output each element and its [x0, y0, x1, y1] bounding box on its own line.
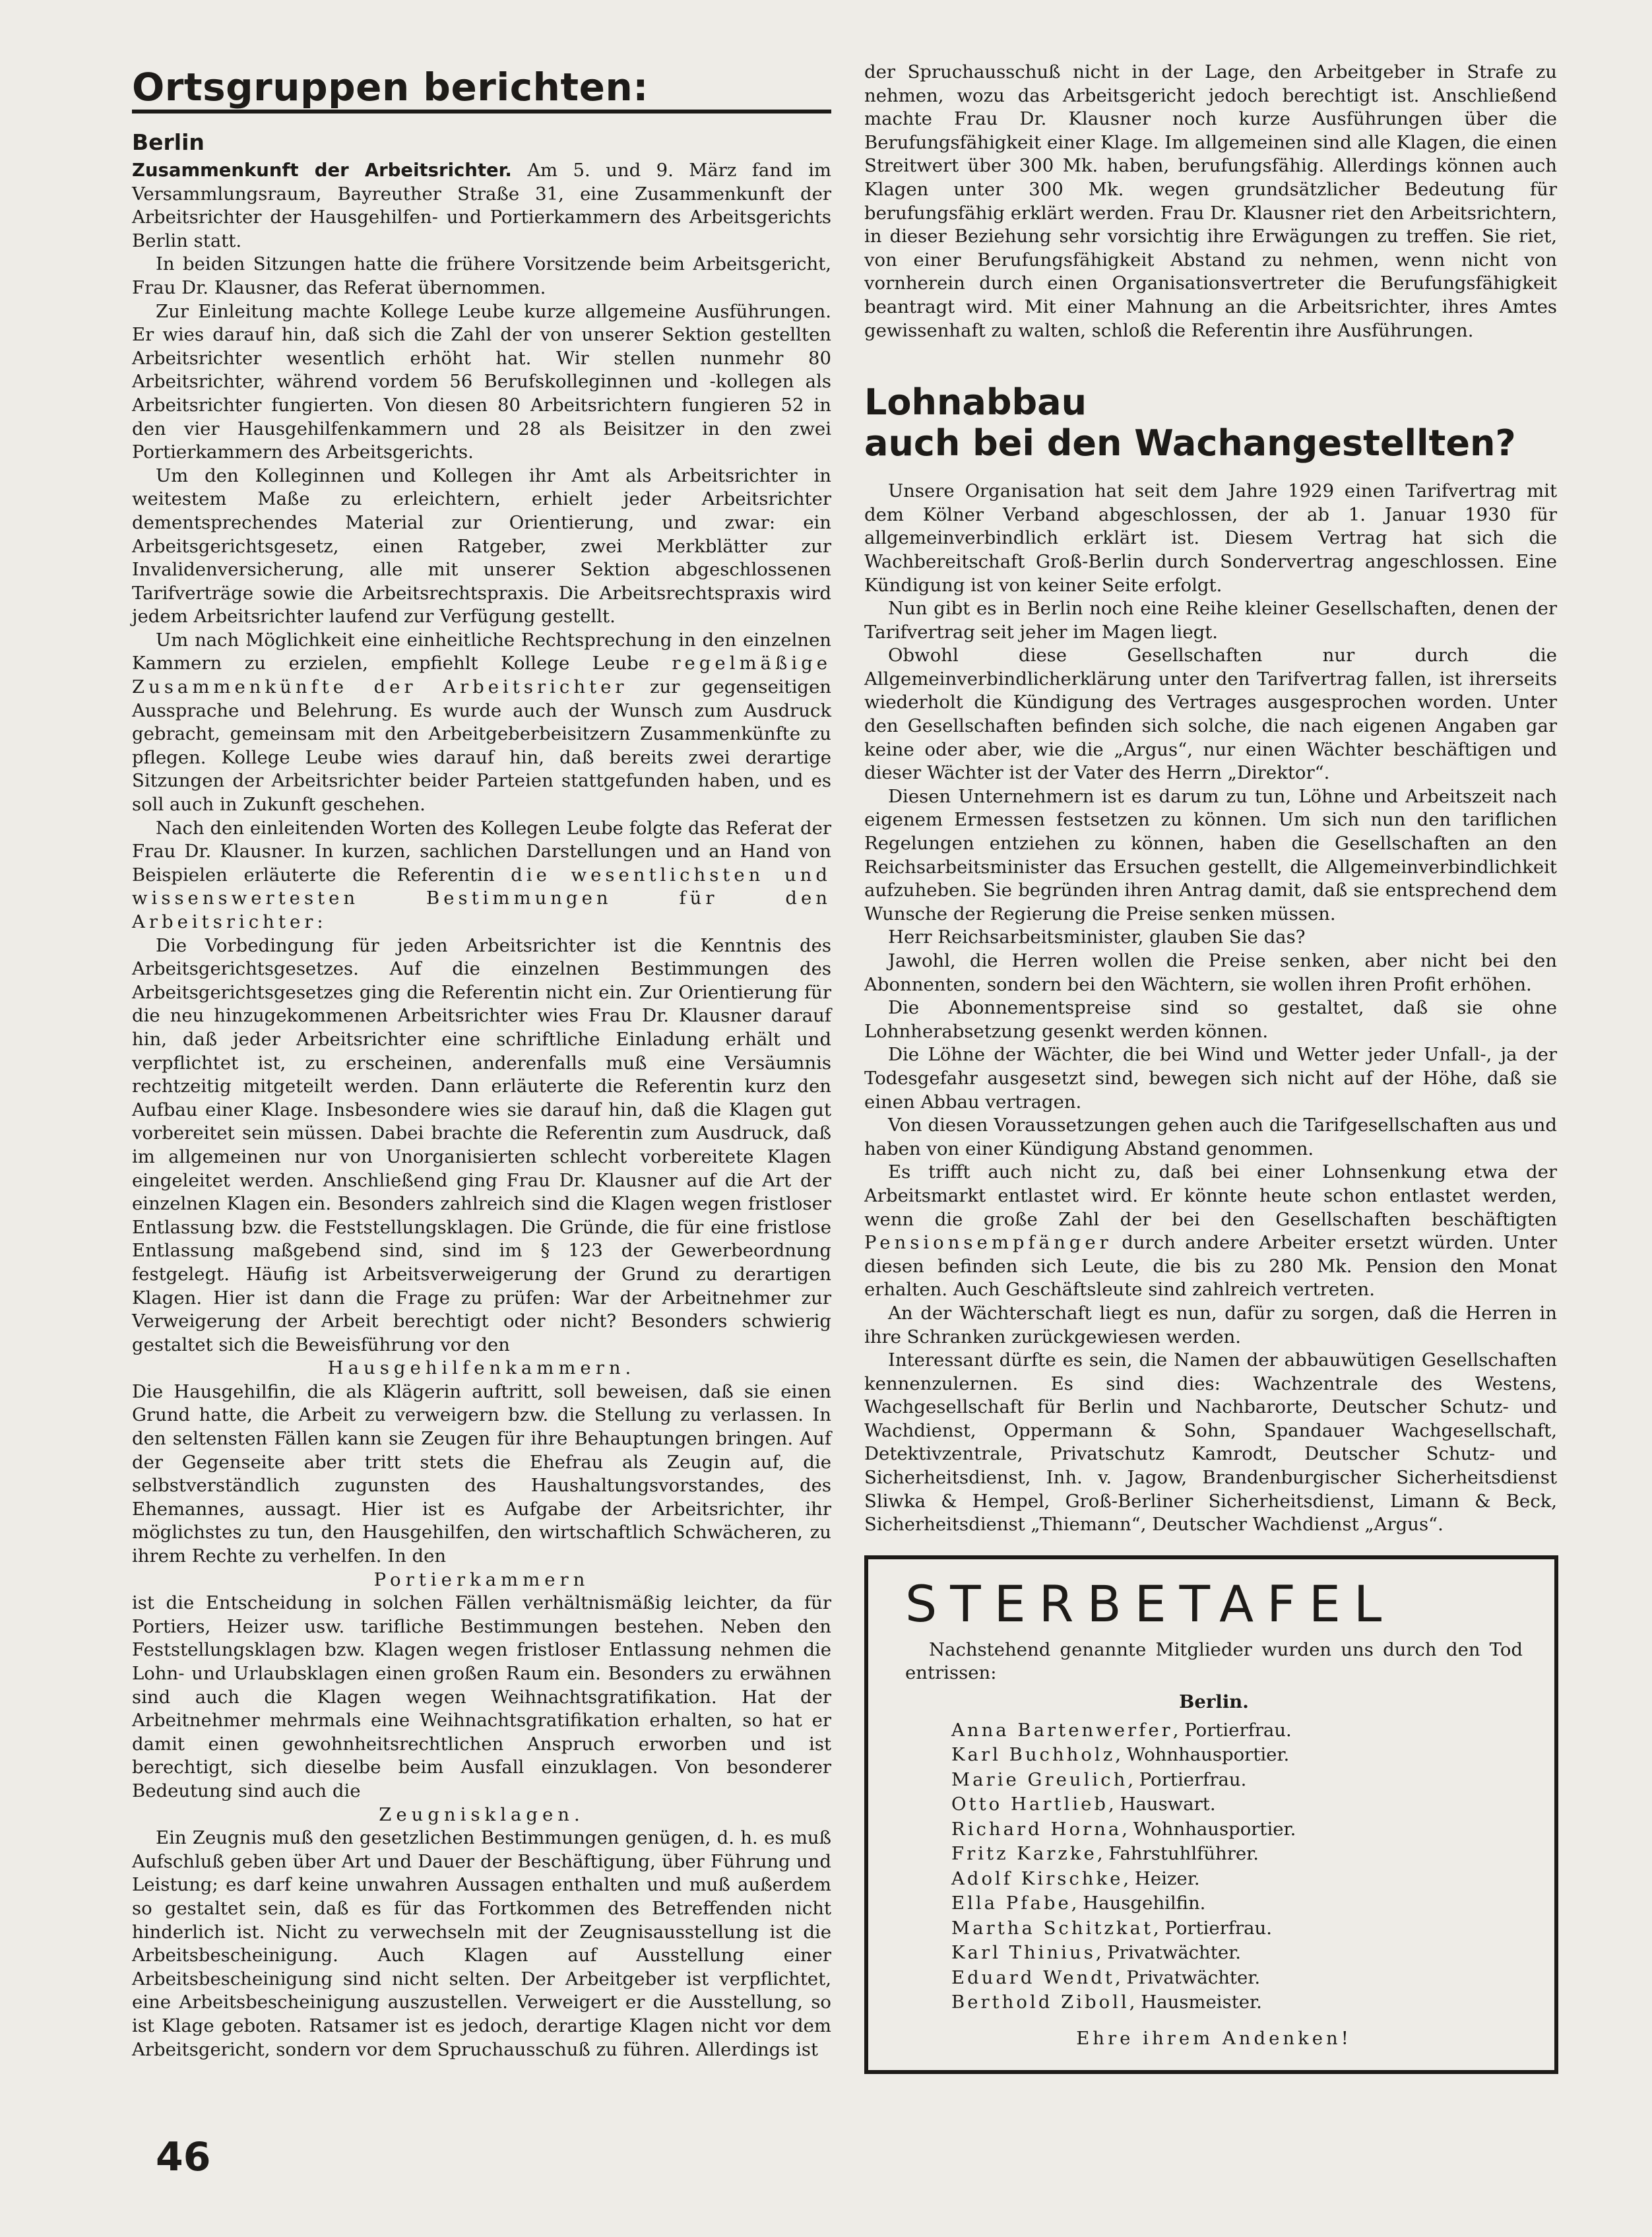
member-role: , Wohnhausportier. — [1122, 1818, 1296, 1840]
paragraph-text: Um nach Möglichkeit eine einheitliche Rechtsprechung in den einzelnen Kammern zu erzielen, empfiehlt Kollege Leube — [132, 629, 831, 674]
member-role: , Hausgehilfin. — [1071, 1893, 1206, 1914]
member-role: , Privatwächter. — [1095, 1942, 1241, 1964]
paragraph-text: Nach den einleitenden Worten des Kollegen Leube folgte das Referat der Frau Dr. Klausner. In kurzen, sachlichen Darstellungen und an Hand von Beispielen erläuterte die Referentin — [132, 817, 831, 886]
obituary-title: STERBETAFEL — [905, 1574, 1395, 1633]
member-role: , Wohnhausportier. — [1115, 1744, 1290, 1766]
emphasis-text: die wesentlichsten und wissenswertesten Bestimmungen für den Arbeitsrichter: — [132, 864, 831, 932]
member-name: Fritz Karzke — [951, 1843, 1097, 1865]
member-role: , Hausmeister. — [1129, 1992, 1262, 2013]
obituary-list — [905, 1718, 1523, 2015]
list-item — [951, 1718, 1523, 1743]
obituary-city: Berlin. — [1179, 1691, 1249, 1713]
paragraph — [864, 1161, 1557, 1302]
emphasis-text: regelmäßige Zusammenkünfte der Arbeitsrichter — [132, 653, 831, 698]
paragraph: Von diesen Voraussetzungen gehen auch die Tarifgesellschaften aus und haben von einer Kündigung Abstand genommen. — [864, 1115, 1557, 1159]
paragraph: Die Löhne der Wächter, die bei Wind und Wetter jeder Unfall-, ja der Todesgefahr ausgesetzt sind, bewegen sich nicht auf der Höhe, daß sie einen Abbau vertragen. — [864, 1044, 1557, 1113]
member-name: Otto Hartlieb — [951, 1794, 1108, 1815]
subsection-heading: Portierkammern — [373, 1569, 590, 1590]
paragraph: Ein Zeugnis muß den gesetzlichen Bestimmungen genügen, d. h. es muß Aufschluß geben über Art und Dauer der Beschäftigung, über Führung und Leistung; es darf keine unwahren Aussagen enthalten und muß außerdem so gestaltet sein, daß es für das Fortkommen des Betreffenden nicht hinderlich ist. Nicht zu verwechseln mit der Zeugnisausstellung ist die Arbeitsbescheinigung. Auch Klagen auf Ausstellung einer Arbeitsbescheinigung sind nicht selten. Der Arbeitgeber ist verpflichtet, eine Arbeitsbescheinigung auszustellen. Verweigert er die Ausstellung, so ist Klage geboten. Ratsamer ist es jedoch, derartige Klagen nicht vor dem Arbeitsgericht, sondern vor dem Spruchausschuß zu führen. Allerdings ist — [132, 1827, 831, 2060]
member-role: , Portierfrau. — [1153, 1917, 1273, 1939]
paragraph-text: durch andere Arbeiter ersetzt würden. Unter diesen befinden sich Leute, die bis zu 280 Mk. Pension den Monat erhalten. Auch Geschäftsleute sind zahlreich vertreten. — [864, 1232, 1557, 1301]
obituary-intro: Nachstehend genannte Mitglieder wurden uns durch den Tod entrissen: — [905, 1638, 1523, 1684]
paragraph: An der Wächterschaft liegt es nun, dafür zu sorgen, daß die Herren in ihre Schranken zurückgewiesen werden. — [864, 1302, 1557, 1347]
paragraph: Die Hausgehilfin, die als Klägerin auftritt, soll beweisen, daß sie einen Grund hatte, die Arbeit zu verweigern bzw. die Stellung zu verlassen. In den seltensten Fällen kann sie Zeugen für ihre Behauptungen bringen. Auf der Gegenseite aber tritt stets die Ehefrau als Zeugin auf, die selbstverständlich zugunsten des Haushaltungsvorstandes, des Ehemannes, aussagt. Hier ist es Aufgabe der Arbeitsrichter, ihr möglichstes zu tun, den Hausgehilfen, den wirtschaftlich Schwächeren, zu ihrem Rechte zu verhelfen. In den — [132, 1380, 831, 1567]
article-title-line: Lohnabbau — [864, 381, 1087, 424]
member-role: , Heizer. — [1123, 1867, 1200, 1889]
list-item — [951, 1966, 1523, 1991]
list-item — [951, 1743, 1523, 1768]
paragraph: Interessant dürfte es sein, die Namen der abbauwütigen Gesellschaften kennenzulernen. Es sind dies: Wachzentrale des Westens, Wachgesellschaft für Berlin und Nachbarorte, Deutscher Schutz- und Wachdienst, Oppermann & Sohn, Spandauer Wachgesellschaft, Detektivzentrale, Privatschutz Kamrodt, Deutscher Schutz- und Sicherheitsdienst, Inh. v. Jagow, Brandenburgischer Sicherheitsdienst Sliwka & Hempel, Groß-Berliner Sicherheitsdienst, Limann & Beck, Sicherheitsdienst „Thiemann“, Deutscher Wachdienst „Argus“. — [864, 1349, 1557, 1536]
left-column — [132, 66, 831, 2061]
lead-title: Zusammenkunft der Arbeitsrichter. — [132, 160, 512, 181]
paragraph: Zur Einleitung machte Kollege Leube kurze allgemeine Ausführungen. Er wies darauf hin, daß sich die Zahl der von unserer Sektion gestellten Arbeitsrichter wesentlich erhöht hat. Wir stellen nunmehr 80 Arbeitsrichter, während vordem 56 Berufskolleginnen und -kollegen als Arbeitsrichter fungierten. Von diesen 80 Arbeitsrichtern fungieren 52 in den vier Hausgehilfenkammern und 28 als Beisitzer in den zwei Portierkammern des Arbeitsgerichts. — [132, 300, 831, 463]
list-item — [951, 1990, 1523, 2015]
paragraph: Obwohl diese Gesellschaften nur durch die Allgemeinverbindlicherklärung unter den Tarifvertrag fallen, ist ihrerseits wiederholt die Kündigung des Vertrages ausgesprochen worden. Unter den Gesellschaften befinden sich solche, die nach eigenen Angaben gar keine oder aber, wie die „Argus“, nur einen Wächter beschäftigen und dieser Wächter ist der Vater des Herrn „Direktor“. — [864, 645, 1557, 784]
article-title — [864, 382, 1557, 464]
member-name: Martha Schitzkat — [951, 1917, 1153, 1939]
paragraph: Diesen Unternehmern ist es darum zu tun, Löhne und Arbeitszeit nach eigenem Ermessen festsetzen zu können. Um sich nun den tariflichen Regelungen entziehen zu können, haben die Gesellschaften an den Reichsarbeitsminister das Ersuchen gestellt, die Allgemeinverbindlichkeit aufzuheben. Sie begründen ihren Antrag damit, daß sie entsprechend dem Wunsche der Regierung die Preise senken müssen. — [864, 785, 1557, 924]
paragraph: ist die Entscheidung in solchen Fällen verhältnismäßig leichter, da für Portiers, Heizer usw. tarifliche Bestimmungen bestehen. Neben den Feststellungsklagen bzw. Klagen wegen fristloser Entlassung nehmen die Lohn- und Urlaubsklagen einen großen Raum ein. Besonders zu erwähnen sind auch die Klagen wegen Weihnachtsgratifikation. Hat der Arbeitnehmer mehrmals eine Weihnachtsgratifikation erhalten, so hat er damit einen gewohnheitsrechtlichen Anspruch erworben und ist berechtigt, sich dieselbe beim Ausfall einzuklagen. Von besonderer Bedeutung sind auch die — [132, 1592, 831, 1801]
obituary-box — [864, 1555, 1558, 2074]
paragraph: Die Abonnementspreise sind so gestaltet, daß sie ohne Lohnherabsetzung gesenkt werden können. — [864, 997, 1557, 1042]
paragraph: der Spruchausschuß nicht in der Lage, den Arbeitgeber in Strafe zu nehmen, wozu das Arbeitsgericht jedoch berechtigt ist. Anschließend machte Frau Dr. Klausner noch kurze Ausführungen über die Berufungsfähigkeit einer Klage. Im allgemeinen sind alle Klagen, die einen Streitwert über 300 Mk. haben, berufungsfähig. Allerdings können auch Klagen unter 300 Mk. wegen grundsätzlicher Bedeutung für berufungsfähig erklärt werden. Frau Dr. Klausner riet den Arbeitsrichtern, in dieser Beziehung sehr vorsichtig ihre Erwägungen zu treffen. Sie riet, von einer Berufungsfähigkeit Abstand zu nehmen, wenn nicht von vornherein durch einen Organisationsvertreter die Berufungsfähigkeit beantragt wird. Mit einer Mahnung an die Arbeitsrichter, ihres Amtes gewissenhaft zu walten, schloß die Referentin ihre Ausführungen. — [864, 61, 1557, 341]
member-name: Richard Horna — [951, 1818, 1122, 1840]
member-name: Ella Pfabe — [951, 1893, 1071, 1914]
emphasis-text: Pensionsempfänger — [864, 1232, 1112, 1254]
subsection-heading: Zeugnisklagen. — [379, 1803, 585, 1825]
list-item — [951, 1891, 1523, 1916]
paragraph — [132, 629, 831, 817]
paragraph: In beiden Sitzungen hatte die frühere Vorsitzende beim Arbeitsgericht, Frau Dr. Klausner, das Referat übernommen. — [132, 253, 831, 298]
member-name: Adolf Kirschke — [951, 1867, 1124, 1889]
member-name: Anna Bartenwerfer — [951, 1719, 1173, 1741]
paragraph-text: Es trifft auch nicht zu, daß bei einer Lohnsenkung etwa der Arbeitsmarkt entlastet wird. Er könnte heute schon entlastet werden, wenn die große Zahl der bei den Gesellschaften beschäftigten — [864, 1161, 1557, 1230]
city-heading: Berlin — [132, 129, 205, 155]
list-item — [951, 1817, 1523, 1842]
paragraph-text: Am 5. und 9. März fand im Versammlungsraum, Bayreuther Straße 31, eine Zusammenkunft der Arbeitsrichter der Hausgehilfen- und Portierkammern des Arbeitsgerichts Berlin statt. — [132, 160, 831, 251]
member-role: , Portierfrau. — [1128, 1768, 1247, 1790]
paragraph: Herr Reichsarbeitsminister, glauben Sie das? — [888, 926, 1306, 948]
paragraph: Nun gibt es in Berlin noch eine Reihe kleiner Gesellschaften, denen der Tarifvertrag seit jeher im Magen liegt. — [864, 598, 1557, 643]
member-role: , Privatwächter. — [1114, 1966, 1261, 1988]
list-item — [951, 1867, 1523, 1892]
subsection-heading: Hausgehilfenkammern. — [327, 1357, 636, 1379]
section-title: Ortsgruppen berichten: — [132, 65, 649, 110]
member-name: Berthold Ziboll — [951, 1992, 1129, 2013]
member-name: Marie Greulich — [951, 1768, 1128, 1790]
list-item — [951, 1916, 1523, 1941]
paragraph — [132, 817, 831, 934]
paragraph: Die Vorbedingung für jeden Arbeitsrichter ist die Kenntnis des Arbeitsgerichtsgesetzes. Auf die einzelnen Bestimmungen des Arbeitsgerichtsgesetzes ging die Referentin nicht ein. Zur Orientierung für die neu hinzugekommenen Arbeitsrichter wies Frau Dr. Klausner darauf hin, daß jeder Arbeitsrichter eine schriftliche Einladung erhält und verpflichtet ist, zu erscheinen, anderenfalls muß eine Versäumnis rechtzeitig mitgeteilt werden. Dann erläuterte die Referentin kurz den Aufbau einer Klage. Insbesondere wies sie darauf hin, daß die Klagen gut vorbereitet sein müssen. Dabei brachte die Referentin zum Ausdruck, daß im allgemeinen nur von Unorganisierten schlecht vorbereitete Klagen eingeleitet werden. Anschließend ging Frau Dr. Klausner auf die Art der einzelnen Klagen ein. Besonders zahlreich sind die Klagen wegen fristloser Entlassung bzw. die Feststellungsklagen. Die Gründe, die für eine fristlose Entlassung maßgebend sind, sind im § 123 der Gewerbeordnung festgelegt. Häufig ist Arbeitsverweigerung der Grund zu derartigen Klagen. Hier ist dann die Frage zu prüfen: War der Arbeitnehmer zur Verweigerung der Arbeit berechtigt oder nicht? Besonders schwierig gestaltet sich die Beweisführung vor den — [132, 934, 831, 1355]
member-role: , Portierfrau. — [1172, 1719, 1292, 1741]
list-item — [951, 1941, 1523, 1966]
member-name: Karl Thinius — [951, 1942, 1096, 1964]
page-number: 46 — [156, 2134, 211, 2180]
obituary-footer: Ehre ihrem Andenken! — [1076, 2027, 1352, 2049]
article-title-line: auch bei den Wachangestellten? — [864, 422, 1516, 465]
member-name: Eduard Wendt — [951, 1966, 1115, 1988]
list-item — [951, 1792, 1523, 1817]
member-role: , Hauswart. — [1108, 1794, 1216, 1815]
paragraph: Um den Kolleginnen und Kollegen ihr Amt als Arbeitsrichter in weitestem Maße zu erleichtern, erhielt jeder Arbeitsrichter dementsprechendes Material zur Orientierung, und zwar: ein Arbeitsgerichtsgesetz, einen Ratgeber, zwei Merkblätter zur Invalidenversicherung, alle mit unserer Sektion abgeschlossenen Tarifverträge sowie die Arbeitsrechtspraxis. Die Arbeitsrechtspraxis wird jedem Arbeitsrichter laufend zur Verfügung gestellt. — [132, 465, 831, 628]
member-role: , Fahrstuhlführer. — [1096, 1843, 1259, 1865]
right-column — [864, 61, 1557, 2074]
paragraph-text: zur gegenseitigen Aussprache und Belehrung. Es wurde auch der Wunsch zum Ausdruck gebracht, gemeinsam mit den Arbeitgeberbeisitzern Zusammenkünfte zu pflegen. Kollege Leube wies darauf hin, daß bereits zwei derartige Sitzungen der Arbeitsrichter beider Parteien stattgefunden haben, und es soll auch in Zukunft geschehen. — [132, 676, 831, 816]
paragraph: Jawohl, die Herren wollen die Preise senken, aber nicht bei den Abonnenten, sondern bei den Wächtern, sie wollen ihren Profit erhöhen. — [864, 950, 1557, 995]
list-item — [951, 1768, 1523, 1793]
paragraph — [132, 159, 831, 253]
title-rule — [132, 110, 831, 113]
list-item — [951, 1842, 1523, 1867]
member-name: Karl Buchholz — [951, 1744, 1116, 1766]
paragraph: Unsere Organisation hat seit dem Jahre 1929 einen Tarifvertrag mit dem Kölner Verband abgeschlossen, der ab 1. Januar 1930 für allgemeinverbindlich erklärt ist. Diesem Vertrag hat sich die Wachbereitschaft Groß-Berlin durch Sondervertrag angeschlossen. Eine Kündigung ist von keiner Seite erfolgt. — [864, 480, 1557, 596]
